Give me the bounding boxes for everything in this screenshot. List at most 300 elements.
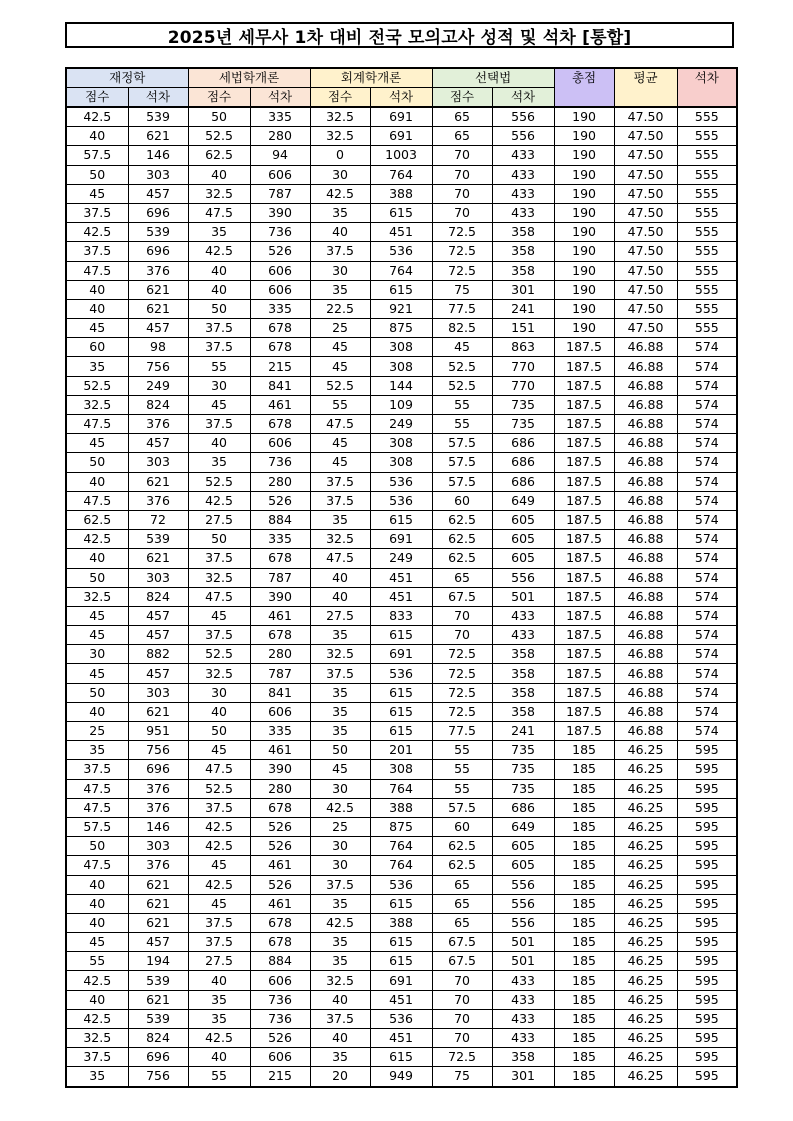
cell-elective-rank: 358 — [492, 242, 554, 261]
cell-taxlaw-rank: 736 — [250, 990, 310, 1009]
cell-total-score: 185 — [554, 894, 614, 913]
cell-accounting-score: 30 — [310, 165, 370, 184]
cell-total-score: 185 — [554, 779, 614, 798]
cell-finance-score: 25 — [66, 722, 128, 741]
cell-total-score: 187.5 — [554, 338, 614, 357]
cell-total-score: 187.5 — [554, 664, 614, 683]
cell-taxlaw-score: 42.5 — [188, 875, 250, 894]
table-row — [66, 606, 737, 625]
cell-average-score: 46.88 — [614, 549, 677, 568]
cell-finance-score: 32.5 — [66, 395, 128, 414]
table-row — [66, 741, 737, 760]
table-row — [66, 722, 737, 741]
sub-header-score: 점수 — [310, 88, 370, 108]
cell-average-score: 46.88 — [614, 510, 677, 529]
cell-accounting-rank: 388 — [370, 798, 432, 817]
cell-accounting-score: 50 — [310, 741, 370, 760]
cell-taxlaw-rank: 461 — [250, 894, 310, 913]
cell-finance-score: 55 — [66, 952, 128, 971]
cell-accounting-rank: 875 — [370, 817, 432, 836]
cell-accounting-rank: 615 — [370, 702, 432, 721]
cell-total-score: 190 — [554, 107, 614, 127]
cell-accounting-score: 35 — [310, 933, 370, 952]
cell-overall-rank: 574 — [677, 530, 737, 549]
average-header: 평균 — [614, 68, 677, 107]
cell-elective-score: 65 — [432, 127, 492, 146]
cell-finance-rank: 951 — [128, 722, 188, 741]
cell-taxlaw-rank: 787 — [250, 184, 310, 203]
cell-elective-rank: 863 — [492, 338, 554, 357]
cell-taxlaw-rank: 280 — [250, 779, 310, 798]
cell-elective-score: 70 — [432, 626, 492, 645]
page-title: 2025년 세무사 1차 대비 전국 모의고사 성적 및 석차 [통합] — [65, 22, 734, 48]
cell-taxlaw-score: 45 — [188, 894, 250, 913]
cell-finance-rank: 457 — [128, 184, 188, 203]
cell-finance-score: 37.5 — [66, 1048, 128, 1067]
cell-accounting-rank: 451 — [370, 223, 432, 242]
cell-total-score: 185 — [554, 913, 614, 932]
cell-total-score: 187.5 — [554, 606, 614, 625]
cell-total-score: 187.5 — [554, 626, 614, 645]
cell-elective-rank: 735 — [492, 779, 554, 798]
table-row — [66, 1048, 737, 1067]
cell-total-score: 187.5 — [554, 415, 614, 434]
cell-accounting-rank: 949 — [370, 1067, 432, 1087]
cell-elective-rank: 358 — [492, 683, 554, 702]
cell-overall-rank: 574 — [677, 645, 737, 664]
cell-taxlaw-rank: 335 — [250, 530, 310, 549]
cell-accounting-score: 40 — [310, 587, 370, 606]
cell-taxlaw-score: 45 — [188, 606, 250, 625]
cell-taxlaw-rank: 461 — [250, 856, 310, 875]
cell-accounting-score: 32.5 — [310, 645, 370, 664]
cell-overall-rank: 595 — [677, 1029, 737, 1048]
cell-finance-rank: 539 — [128, 530, 188, 549]
cell-taxlaw-score: 45 — [188, 395, 250, 414]
cell-total-score: 190 — [554, 127, 614, 146]
cell-taxlaw-rank: 678 — [250, 913, 310, 932]
cell-accounting-rank: 451 — [370, 1029, 432, 1048]
cell-average-score: 46.88 — [614, 415, 677, 434]
cell-average-score: 46.88 — [614, 395, 677, 414]
cell-accounting-rank: 201 — [370, 741, 432, 760]
cell-elective-rank: 433 — [492, 1029, 554, 1048]
cell-overall-rank: 574 — [677, 395, 737, 414]
cell-total-score: 190 — [554, 299, 614, 318]
cell-elective-score: 57.5 — [432, 798, 492, 817]
cell-accounting-score: 32.5 — [310, 107, 370, 127]
cell-total-score: 187.5 — [554, 587, 614, 606]
cell-total-score: 185 — [554, 798, 614, 817]
cell-elective-rank: 735 — [492, 760, 554, 779]
cell-overall-rank: 574 — [677, 415, 737, 434]
cell-accounting-rank: 615 — [370, 933, 432, 952]
cell-elective-rank: 433 — [492, 606, 554, 625]
cell-accounting-rank: 144 — [370, 376, 432, 395]
table-row — [66, 491, 737, 510]
table-row — [66, 184, 737, 203]
cell-overall-rank: 555 — [677, 127, 737, 146]
cell-average-score: 47.50 — [614, 280, 677, 299]
cell-total-score: 190 — [554, 203, 614, 222]
cell-finance-score: 42.5 — [66, 530, 128, 549]
cell-overall-rank: 574 — [677, 664, 737, 683]
cell-elective-rank: 358 — [492, 261, 554, 280]
cell-accounting-rank: 451 — [370, 568, 432, 587]
cell-finance-score: 50 — [66, 683, 128, 702]
cell-accounting-rank: 691 — [370, 127, 432, 146]
cell-overall-rank: 574 — [677, 683, 737, 702]
subject-header-tax-law: 세법학개론 — [188, 68, 310, 88]
cell-accounting-score: 42.5 — [310, 913, 370, 932]
cell-finance-score: 42.5 — [66, 971, 128, 990]
cell-finance-rank: 376 — [128, 491, 188, 510]
cell-accounting-rank: 764 — [370, 779, 432, 798]
table-row — [66, 415, 737, 434]
table-row — [66, 894, 737, 913]
cell-overall-rank: 574 — [677, 376, 737, 395]
sub-header-rank: 석차 — [128, 88, 188, 108]
cell-total-score: 190 — [554, 146, 614, 165]
table-row — [66, 146, 737, 165]
cell-taxlaw-score: 42.5 — [188, 817, 250, 836]
cell-finance-rank: 457 — [128, 606, 188, 625]
table-row — [66, 856, 737, 875]
cell-finance-rank: 303 — [128, 453, 188, 472]
cell-elective-score: 75 — [432, 280, 492, 299]
cell-accounting-score: 37.5 — [310, 491, 370, 510]
cell-elective-score: 55 — [432, 760, 492, 779]
cell-finance-rank: 303 — [128, 568, 188, 587]
cell-accounting-score: 32.5 — [310, 530, 370, 549]
cell-taxlaw-score: 55 — [188, 1067, 250, 1087]
cell-accounting-score: 30 — [310, 837, 370, 856]
cell-average-score: 46.25 — [614, 1067, 677, 1087]
cell-overall-rank: 555 — [677, 184, 737, 203]
cell-taxlaw-score: 35 — [188, 990, 250, 1009]
cell-finance-rank: 621 — [128, 472, 188, 491]
cell-overall-rank: 595 — [677, 817, 737, 836]
cell-total-score: 190 — [554, 319, 614, 338]
subject-header-elective-law: 선택법 — [432, 68, 554, 88]
cell-finance-score: 47.5 — [66, 779, 128, 798]
cell-accounting-score: 35 — [310, 1048, 370, 1067]
table-row — [66, 683, 737, 702]
cell-overall-rank: 595 — [677, 952, 737, 971]
table-row — [66, 261, 737, 280]
cell-taxlaw-rank: 461 — [250, 395, 310, 414]
cell-accounting-score: 25 — [310, 319, 370, 338]
cell-elective-score: 62.5 — [432, 856, 492, 875]
cell-accounting-score: 42.5 — [310, 184, 370, 203]
cell-total-score: 185 — [554, 817, 614, 836]
total-header: 총점 — [554, 68, 614, 107]
cell-total-score: 185 — [554, 760, 614, 779]
table-row — [66, 165, 737, 184]
cell-taxlaw-score: 32.5 — [188, 184, 250, 203]
cell-accounting-rank: 764 — [370, 261, 432, 280]
cell-taxlaw-rank: 787 — [250, 568, 310, 587]
cell-finance-score: 37.5 — [66, 760, 128, 779]
table-row — [66, 645, 737, 664]
cell-taxlaw-score: 37.5 — [188, 415, 250, 434]
cell-finance-score: 50 — [66, 453, 128, 472]
cell-accounting-rank: 615 — [370, 894, 432, 913]
cell-total-score: 187.5 — [554, 683, 614, 702]
cell-taxlaw-score: 35 — [188, 453, 250, 472]
cell-elective-rank: 686 — [492, 434, 554, 453]
cell-average-score: 46.25 — [614, 817, 677, 836]
cell-total-score: 187.5 — [554, 645, 614, 664]
table-row — [66, 587, 737, 606]
cell-finance-rank: 249 — [128, 376, 188, 395]
cell-elective-rank: 605 — [492, 856, 554, 875]
cell-elective-rank: 649 — [492, 817, 554, 836]
cell-taxlaw-rank: 280 — [250, 472, 310, 491]
cell-finance-rank: 376 — [128, 779, 188, 798]
cell-average-score: 46.25 — [614, 990, 677, 1009]
cell-taxlaw-rank: 606 — [250, 971, 310, 990]
cell-total-score: 187.5 — [554, 357, 614, 376]
cell-average-score: 46.25 — [614, 760, 677, 779]
cell-average-score: 47.50 — [614, 184, 677, 203]
cell-taxlaw-score: 40 — [188, 971, 250, 990]
table-body — [66, 107, 737, 1087]
cell-taxlaw-rank: 678 — [250, 338, 310, 357]
cell-finance-rank: 621 — [128, 875, 188, 894]
cell-total-score: 190 — [554, 184, 614, 203]
cell-accounting-rank: 536 — [370, 875, 432, 894]
cell-accounting-score: 20 — [310, 1067, 370, 1087]
cell-elective-rank: 433 — [492, 1009, 554, 1028]
cell-accounting-score: 27.5 — [310, 606, 370, 625]
cell-taxlaw-score: 40 — [188, 1048, 250, 1067]
cell-average-score: 46.88 — [614, 472, 677, 491]
cell-total-score: 185 — [554, 1048, 614, 1067]
table-row — [66, 702, 737, 721]
table-row — [66, 875, 737, 894]
cell-finance-rank: 457 — [128, 626, 188, 645]
cell-overall-rank: 555 — [677, 280, 737, 299]
cell-finance-rank: 756 — [128, 357, 188, 376]
cell-taxlaw-score: 47.5 — [188, 760, 250, 779]
cell-overall-rank: 595 — [677, 798, 737, 817]
cell-total-score: 185 — [554, 952, 614, 971]
score-table — [65, 67, 738, 1088]
table-row — [66, 242, 737, 261]
cell-overall-rank: 595 — [677, 837, 737, 856]
cell-overall-rank: 595 — [677, 913, 737, 932]
cell-elective-score: 72.5 — [432, 683, 492, 702]
cell-elective-score: 72.5 — [432, 242, 492, 261]
cell-taxlaw-rank: 335 — [250, 299, 310, 318]
cell-accounting-rank: 764 — [370, 837, 432, 856]
cell-taxlaw-score: 42.5 — [188, 1029, 250, 1048]
cell-taxlaw-rank: 461 — [250, 741, 310, 760]
cell-total-score: 190 — [554, 261, 614, 280]
cell-average-score: 46.25 — [614, 933, 677, 952]
cell-taxlaw-score: 55 — [188, 357, 250, 376]
cell-average-score: 46.88 — [614, 453, 677, 472]
cell-taxlaw-score: 35 — [188, 223, 250, 242]
cell-accounting-rank: 921 — [370, 299, 432, 318]
table-row — [66, 626, 737, 645]
cell-elective-rank: 358 — [492, 1048, 554, 1067]
cell-elective-rank: 649 — [492, 491, 554, 510]
cell-elective-score: 75 — [432, 1067, 492, 1087]
cell-elective-rank: 686 — [492, 472, 554, 491]
cell-accounting-rank: 308 — [370, 434, 432, 453]
cell-elective-rank: 770 — [492, 376, 554, 395]
cell-accounting-rank: 308 — [370, 338, 432, 357]
cell-accounting-rank: 308 — [370, 453, 432, 472]
cell-taxlaw-rank: 606 — [250, 261, 310, 280]
cell-taxlaw-rank: 736 — [250, 453, 310, 472]
cell-elective-score: 70 — [432, 203, 492, 222]
table-row — [66, 338, 737, 357]
cell-total-score: 185 — [554, 990, 614, 1009]
cell-taxlaw-rank: 94 — [250, 146, 310, 165]
cell-elective-score: 70 — [432, 990, 492, 1009]
cell-finance-rank: 621 — [128, 549, 188, 568]
cell-accounting-rank: 1003 — [370, 146, 432, 165]
cell-taxlaw-rank: 606 — [250, 434, 310, 453]
cell-average-score: 46.88 — [614, 357, 677, 376]
table-row — [66, 990, 737, 1009]
cell-elective-rank: 151 — [492, 319, 554, 338]
cell-taxlaw-score: 52.5 — [188, 472, 250, 491]
cell-overall-rank: 555 — [677, 261, 737, 280]
cell-elective-rank: 433 — [492, 971, 554, 990]
cell-finance-score: 57.5 — [66, 146, 128, 165]
cell-elective-rank: 770 — [492, 357, 554, 376]
cell-taxlaw-rank: 526 — [250, 242, 310, 261]
cell-elective-rank: 556 — [492, 107, 554, 127]
cell-accounting-rank: 691 — [370, 530, 432, 549]
table-row — [66, 933, 737, 952]
cell-taxlaw-score: 32.5 — [188, 664, 250, 683]
cell-accounting-score: 45 — [310, 434, 370, 453]
cell-average-score: 46.88 — [614, 434, 677, 453]
cell-accounting-score: 35 — [310, 683, 370, 702]
cell-total-score: 185 — [554, 856, 614, 875]
table-row — [66, 952, 737, 971]
cell-average-score: 46.25 — [614, 741, 677, 760]
cell-overall-rank: 595 — [677, 990, 737, 1009]
cell-taxlaw-rank: 884 — [250, 510, 310, 529]
cell-accounting-score: 30 — [310, 779, 370, 798]
table-row — [66, 319, 737, 338]
cell-finance-rank: 882 — [128, 645, 188, 664]
cell-accounting-score: 47.5 — [310, 415, 370, 434]
cell-elective-score: 77.5 — [432, 299, 492, 318]
table-row — [66, 779, 737, 798]
cell-average-score: 47.50 — [614, 319, 677, 338]
cell-taxlaw-score: 42.5 — [188, 491, 250, 510]
cell-elective-rank: 433 — [492, 146, 554, 165]
table-row — [66, 395, 737, 414]
cell-finance-rank: 303 — [128, 837, 188, 856]
cell-taxlaw-rank: 884 — [250, 952, 310, 971]
cell-overall-rank: 595 — [677, 779, 737, 798]
cell-taxlaw-score: 45 — [188, 856, 250, 875]
cell-finance-score: 40 — [66, 472, 128, 491]
cell-total-score: 185 — [554, 741, 614, 760]
cell-taxlaw-rank: 335 — [250, 722, 310, 741]
cell-finance-score: 42.5 — [66, 223, 128, 242]
cell-finance-score: 45 — [66, 319, 128, 338]
cell-total-score: 190 — [554, 165, 614, 184]
cell-elective-rank: 358 — [492, 664, 554, 683]
cell-taxlaw-score: 37.5 — [188, 626, 250, 645]
cell-taxlaw-score: 27.5 — [188, 952, 250, 971]
cell-finance-rank: 621 — [128, 280, 188, 299]
cell-finance-rank: 457 — [128, 319, 188, 338]
cell-taxlaw-score: 50 — [188, 722, 250, 741]
cell-accounting-score: 35 — [310, 722, 370, 741]
cell-average-score: 46.25 — [614, 952, 677, 971]
cell-average-score: 46.88 — [614, 376, 677, 395]
cell-taxlaw-rank: 606 — [250, 1048, 310, 1067]
cell-overall-rank: 595 — [677, 971, 737, 990]
cell-accounting-score: 37.5 — [310, 242, 370, 261]
table-row — [66, 1067, 737, 1087]
cell-accounting-rank: 308 — [370, 357, 432, 376]
cell-total-score: 187.5 — [554, 722, 614, 741]
cell-taxlaw-rank: 280 — [250, 127, 310, 146]
cell-elective-score: 72.5 — [432, 1048, 492, 1067]
cell-total-score: 190 — [554, 223, 614, 242]
cell-elective-score: 57.5 — [432, 434, 492, 453]
cell-total-score: 185 — [554, 933, 614, 952]
cell-finance-score: 47.5 — [66, 261, 128, 280]
cell-finance-rank: 539 — [128, 107, 188, 127]
cell-overall-rank: 574 — [677, 453, 737, 472]
cell-taxlaw-score: 47.5 — [188, 587, 250, 606]
table-row — [66, 760, 737, 779]
cell-finance-rank: 621 — [128, 127, 188, 146]
cell-elective-score: 52.5 — [432, 376, 492, 395]
cell-finance-rank: 376 — [128, 798, 188, 817]
cell-elective-score: 82.5 — [432, 319, 492, 338]
cell-accounting-score: 35 — [310, 280, 370, 299]
cell-overall-rank: 555 — [677, 319, 737, 338]
cell-accounting-rank: 249 — [370, 549, 432, 568]
sub-header-score: 점수 — [188, 88, 250, 108]
cell-accounting-score: 32.5 — [310, 971, 370, 990]
cell-average-score: 46.25 — [614, 971, 677, 990]
cell-average-score: 46.88 — [614, 683, 677, 702]
cell-finance-score: 40 — [66, 990, 128, 1009]
cell-taxlaw-rank: 280 — [250, 645, 310, 664]
cell-elective-score: 67.5 — [432, 952, 492, 971]
cell-taxlaw-score: 37.5 — [188, 319, 250, 338]
cell-finance-rank: 539 — [128, 1009, 188, 1028]
cell-elective-rank: 501 — [492, 587, 554, 606]
cell-elective-score: 55 — [432, 741, 492, 760]
cell-elective-rank: 556 — [492, 875, 554, 894]
cell-elective-rank: 241 — [492, 299, 554, 318]
cell-finance-rank: 824 — [128, 587, 188, 606]
cell-accounting-score: 35 — [310, 510, 370, 529]
subject-header-accounting: 회계학개론 — [310, 68, 432, 88]
cell-accounting-score: 30 — [310, 856, 370, 875]
cell-total-score: 185 — [554, 1009, 614, 1028]
cell-finance-score: 35 — [66, 1067, 128, 1087]
cell-accounting-score: 37.5 — [310, 664, 370, 683]
cell-overall-rank: 574 — [677, 587, 737, 606]
cell-accounting-rank: 691 — [370, 971, 432, 990]
